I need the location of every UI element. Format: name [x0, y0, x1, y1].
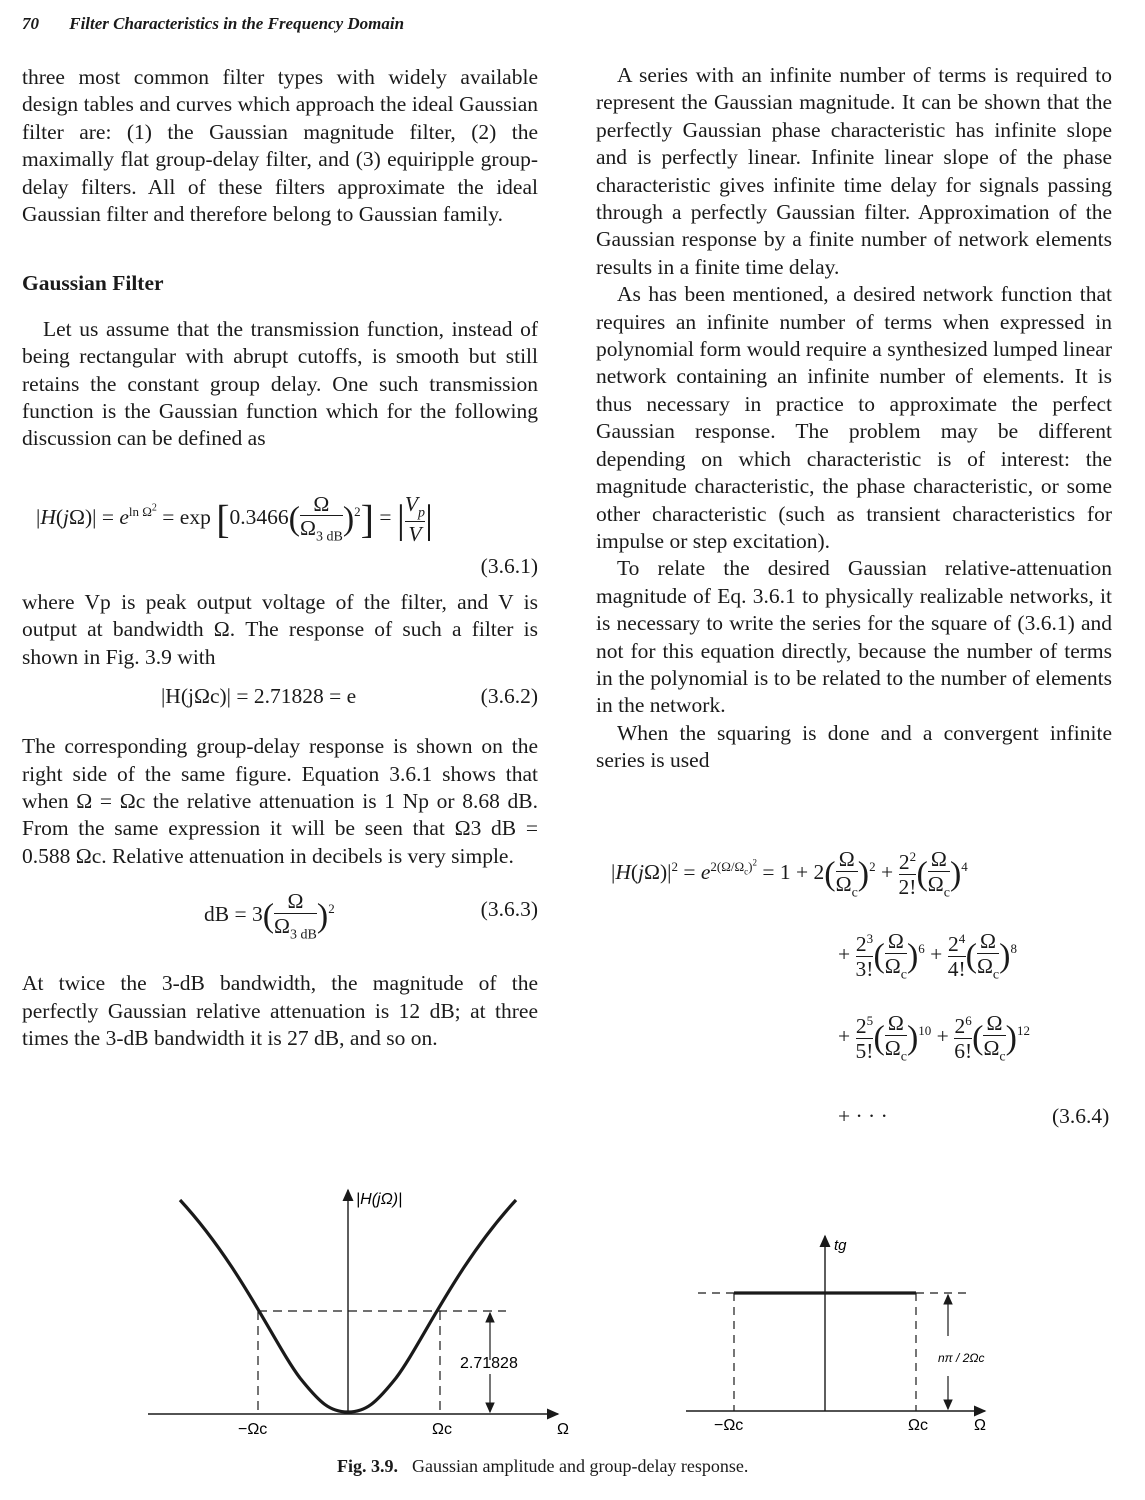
- section-heading: Gaussian Filter: [22, 271, 164, 296]
- equation-3-6-3: dB = 3( $\frac{\Omega}{\Omega_{3 dB}}$ )$^2$ (3.6.3): [204, 889, 538, 942]
- left-paragraph-3: where Vp is peak output voltage of the filter, and V is output at bandwidth Ω. The response of such a filter is shown in Fig. 3.9 with: [22, 589, 538, 669]
- delay-y-label: tg: [834, 1237, 847, 1254]
- equation-number-3-6-2: (3.6.2): [480, 684, 538, 709]
- running-header: [22, 14, 404, 34]
- delay-value-label: nπ / 2Ωc: [938, 1351, 985, 1365]
- figure-caption: [337, 1456, 748, 1477]
- group-delay-plot: [686, 1236, 986, 1434]
- left-paragraph-1: three most common filter types with widely available design tables and curves which approach the ideal Gaussian filter are: (1) the Gaussian magnitude filter, (2) the maximally flat group-delay filter, and (3) equiripple group-delay filters. All of these filters approximate the ideal Gaussian filter and therefore belong to Gaussian family.: [22, 65, 538, 227]
- delay-omega-c-label: Ωc: [908, 1417, 928, 1434]
- page-number: 70: [22, 14, 39, 33]
- amplitude-y-label: |H(jΩ)|: [356, 1191, 403, 1208]
- right-paragraph-3: To relate the desired Gaussian relative-attenuation magnitude of Eq. 3.6.1 to physically realizable networks, it is necessary to write the series for the square of (3.6.1) and not for this equation directly, because the number of terms in the polynomial is to be related to the number of elements in the network.: [596, 556, 1112, 718]
- caption-text: Gaussian amplitude and group-delay response.: [412, 1456, 749, 1476]
- delay-neg-omega-c-label: −Ωc: [714, 1417, 744, 1434]
- equation-number-3-6-4: (3.6.4): [1052, 1104, 1110, 1128]
- left-paragraph-2: Let us assume that the transmission function, instead of being rectangular with abrupt cutoffs, is smooth but still retains the constant group delay. One such transmission function is the Gaussian function which for the following discussion can be defined as: [22, 316, 538, 451]
- amplitude-plot: [148, 1190, 569, 1438]
- gaussian-curve: [180, 1200, 516, 1412]
- neg-omega-c-label: −Ωc: [238, 1421, 268, 1438]
- amplitude-value-label: 2.71828: [460, 1355, 518, 1372]
- left-paragraph-5: At twice the 3-dB bandwidth, the magnitude of the perfectly Gaussian relative attenuation is 12 dB; at three times the 3-dB bandwidth it is 27 dB, and so on.: [22, 971, 538, 1050]
- equation-3-6-2: |H(jΩc)| = 2.71828 = e (3.6.2): [22, 683, 538, 713]
- left-paragraph-4: The corresponding group-delay response is shown on the right side of the same figure. Equation 3.6.1 shows that when Ω = Ωc the relative attenuation is 1 Np or 8.68 dB. From the same expression it will be seen that Ω3 dB = 0.588 Ωc. Relative attenuation in decibels is very simple.: [22, 734, 538, 868]
- right-paragraph-2: As has been mentioned, a desired network function that requires an infinite number of terms when expressed in polynomial form would require a synthesized lumped linear network containing an infinite number of elements. It is thus necessary in practice to approximate the perfect Gaussian response. The problem may be different depending on which characteristic is of interest: the magnitude characteristic, the phase characteristic, or some other characteristic (such as transient characteristics for impulse or step excitation).: [596, 282, 1112, 553]
- equation-number-3-6-3: (3.6.3): [480, 897, 538, 922]
- right-column: [596, 62, 1112, 775]
- right-paragraph-4: When the squaring is done and a convergent infinite series is used: [596, 720, 1112, 773]
- amplitude-x-label: Ω: [557, 1421, 569, 1438]
- equation-3-6-1: $|H(j\Omega)| = e^{ln \Omega^2} = \exp [0.3466$( $\frac{\Omega}{\Omega_{3 dB}}$ )$^2$] = | $\frac{V_p}{V}$ | (3.6.1): [22, 453, 538, 579]
- delay-x-label: Ω: [974, 1417, 986, 1434]
- omega-c-label: Ωc: [432, 1421, 452, 1438]
- equation-number-3-6-1: (3.6.1): [480, 553, 538, 578]
- left-column: [22, 64, 538, 1052]
- running-title: Filter Characteristics in the Frequency Domain: [69, 14, 405, 33]
- caption-label: Fig. 3.9.: [337, 1456, 398, 1476]
- right-paragraph-1: A series with an infinite number of terms is required to represent the Gaussian magnitude. It can be shown that the perfectly Gaussian phase characteristic has infinite slope and is perfectly linear. Infinite linear slope of the phase characteristic gives infinite time delay for signals passing through a perfectly Gaussian filter. Approximation of the Gaussian response by a finite number of network elements results in a finite time delay.: [596, 63, 1112, 279]
